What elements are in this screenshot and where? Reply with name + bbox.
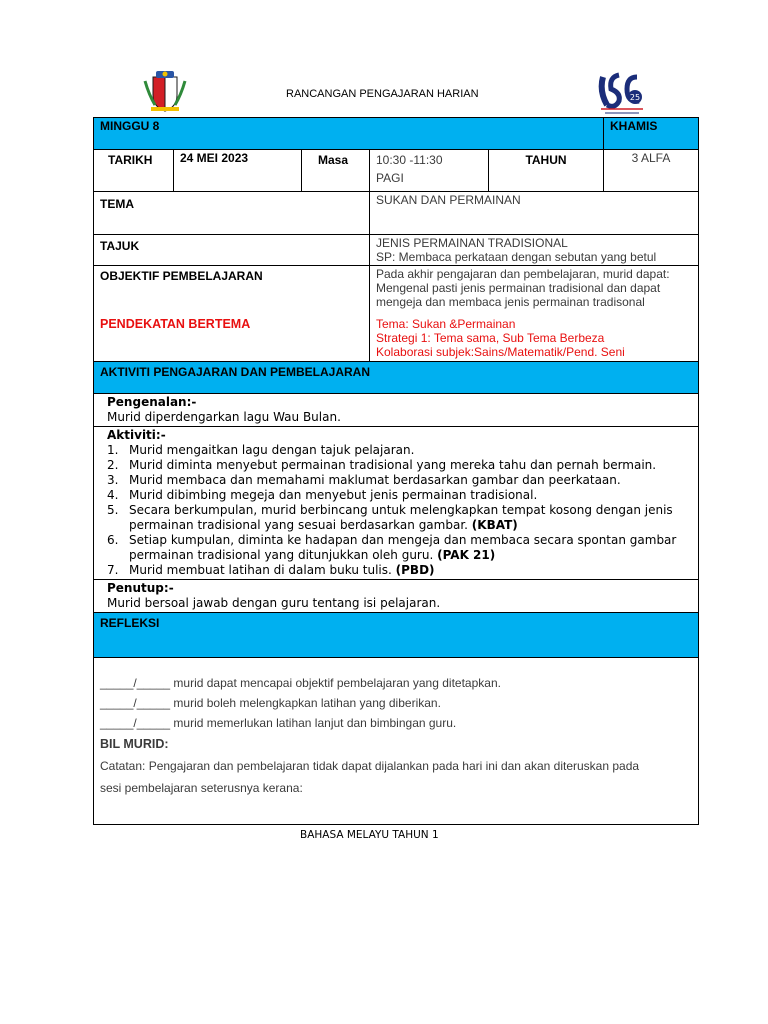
page-title: RANCANGAN PENGAJARAN HARIAN: [286, 88, 479, 100]
theme-value-cell: [370, 192, 699, 235]
activity-item: [107, 533, 692, 563]
reflection-body-cell: [94, 658, 699, 825]
activity-body: [129, 458, 656, 473]
topic-label: TAJUK: [100, 239, 140, 253]
theme-label: TEMA: [100, 197, 134, 211]
activity-header: AKTIVITI PENGAJARAN DAN PEMBELAJARAN: [100, 365, 371, 379]
activity-number: 5.: [107, 503, 119, 517]
day-label: KHAMIS: [610, 119, 658, 133]
activity-number: 3.: [107, 473, 119, 487]
objective-label: OBJEKTIF PEMBELAJARAN: [100, 269, 263, 283]
activity-tag: (KBAT): [471, 518, 518, 532]
reflection-header: REFLEKSI: [100, 616, 160, 630]
activity-item: [107, 443, 692, 458]
week-cell: [94, 118, 604, 150]
activity-body: [129, 533, 692, 563]
approach-theme: Tema: Sukan &Permainan: [376, 317, 516, 331]
activity-body: [129, 473, 621, 488]
activity-item: [107, 503, 692, 533]
introduction-text: Murid diperdengarkan lagu Wau Bulan.: [107, 410, 341, 424]
notes-line-2: sesi pembelajaran seterusnya kerana:: [100, 781, 303, 795]
closing-text: Murid bersoal jawab dengan guru tentang isi pelajaran.: [107, 596, 441, 610]
objective-label-cell: [94, 266, 370, 362]
activity-item: [107, 458, 692, 473]
time-value-cell: [370, 150, 489, 192]
time-period: PAGI: [376, 171, 404, 185]
activity-body: [129, 563, 435, 578]
activity-text: Secara berkumpulan, murid berbincang untuk melengkapkan tempat kosong dengan jenis permainan tradisional yang sesuai berdasarkan gambar.: [129, 503, 673, 532]
objective-intro: Pada akhir pengajaran dan pembelajaran, murid dapat:: [376, 267, 670, 281]
year-value-cell: [604, 150, 699, 192]
activity-list: [107, 443, 692, 578]
time-label-cell: [302, 150, 370, 192]
activity-header-cell: [94, 362, 699, 394]
introduction-label: Pengenalan:-: [107, 395, 197, 409]
time-range: 10:30 -11:30: [376, 153, 443, 167]
activity-item: [107, 473, 692, 488]
closing-cell: [94, 580, 699, 613]
reflection-line-1[interactable]: _____/_____ murid dapat mencapai objektif pembelajaran yang ditetapkan.: [100, 676, 501, 690]
objective-text: Mengenal pasti jenis permainan tradisional dan dapat mengeja dan membaca jenis permainan tradisonal: [376, 281, 661, 309]
date-label: TARIKH: [108, 153, 153, 167]
activity-tag: (PBD): [395, 563, 435, 577]
anniversary-25-logo-icon: [597, 71, 647, 116]
topic-value-cell: [370, 235, 699, 266]
activity-body: [129, 443, 414, 458]
activity-number: 4.: [107, 488, 119, 502]
year-label: TAHUN: [525, 153, 567, 167]
approach-label: PENDEKATAN BERTEMA: [100, 317, 251, 331]
activities-cell: [94, 427, 699, 580]
date-label-cell: [94, 150, 174, 192]
time-label: Masa: [318, 153, 349, 167]
introduction-cell: [94, 394, 699, 427]
standard-performance: SP: Membaca perkataan dengan sebutan yang betul: [376, 250, 657, 264]
activity-text: Murid membuat latihan di dalam buku tulis.: [129, 563, 392, 577]
reflection-line-2[interactable]: _____/_____ murid boleh melengkapkan latihan yang diberikan.: [100, 696, 441, 710]
subject-footer: BAHASA MELAYU TAHUN 1: [300, 829, 439, 841]
approach-collaboration: Kolaborasi subjek:Sains/Matematik/Pend. Seni: [376, 345, 625, 359]
activity-text: Murid membaca dan memahami maklumat berdasarkan gambar dan peerkataan.: [129, 473, 621, 487]
activity-number: 6.: [107, 533, 119, 547]
activity-item: [107, 563, 692, 578]
class-name: 3 ALFA: [631, 151, 671, 165]
week-label: MINGGU 8: [100, 119, 160, 133]
theme-label-cell: [94, 192, 370, 235]
activity-body: [129, 503, 692, 533]
reflection-header-cell: [94, 613, 699, 658]
objective-value-cell: [370, 266, 699, 362]
notes-line-1: Catatan: Pengajaran dan pembelajaran tidak dapat dijalankan pada hari ini dan akan diteruskan pada: [100, 759, 640, 773]
activity-number: 2.: [107, 458, 119, 472]
topic-label-cell: [94, 235, 370, 266]
activity-tag: (PAK 21): [437, 548, 496, 562]
school-crest-icon: [141, 69, 189, 113]
activity-number: 7.: [107, 563, 119, 577]
approach-strategy: Strategi 1: Tema sama, Sub Tema Berbeza: [376, 331, 605, 345]
activity-item: [107, 488, 692, 503]
pupil-count-label: BIL MURID:: [100, 737, 169, 751]
activities-label: Aktiviti:-: [107, 428, 166, 442]
activity-text: Setiap kumpulan, diminta ke hadapan dan mengeja dan membaca secara spontan gambar permainan tradisional yang ditunjukkan oleh guru.: [129, 533, 677, 562]
date-value-cell: [174, 150, 302, 192]
day-cell: [604, 118, 699, 150]
date-value: 24 MEI 2023: [180, 151, 249, 165]
year-label-cell: [489, 150, 604, 192]
activity-body: [129, 488, 537, 503]
reflection-line-3[interactable]: _____/_____ murid memerlukan latihan lanjut dan bimbingan guru.: [100, 716, 457, 730]
topic-value: JENIS PERMAINAN TRADISIONAL: [376, 236, 568, 250]
theme-value: SUKAN DAN PERMAINAN: [376, 193, 521, 207]
activity-number: 1.: [107, 443, 119, 457]
closing-label: Penutup:-: [107, 581, 174, 595]
svg-text:25: 25: [629, 93, 641, 102]
activity-text: Murid dibimbing megeja dan menyebut jenis permainan tradisional.: [129, 488, 538, 502]
activity-text: Murid mengaitkan lagu dengan tajuk pelajaran.: [129, 443, 415, 457]
lesson-plan-table: [93, 117, 699, 825]
activity-text: Murid diminta menyebut permainan tradisional yang mereka tahu dan pernah bermain.: [129, 458, 657, 472]
